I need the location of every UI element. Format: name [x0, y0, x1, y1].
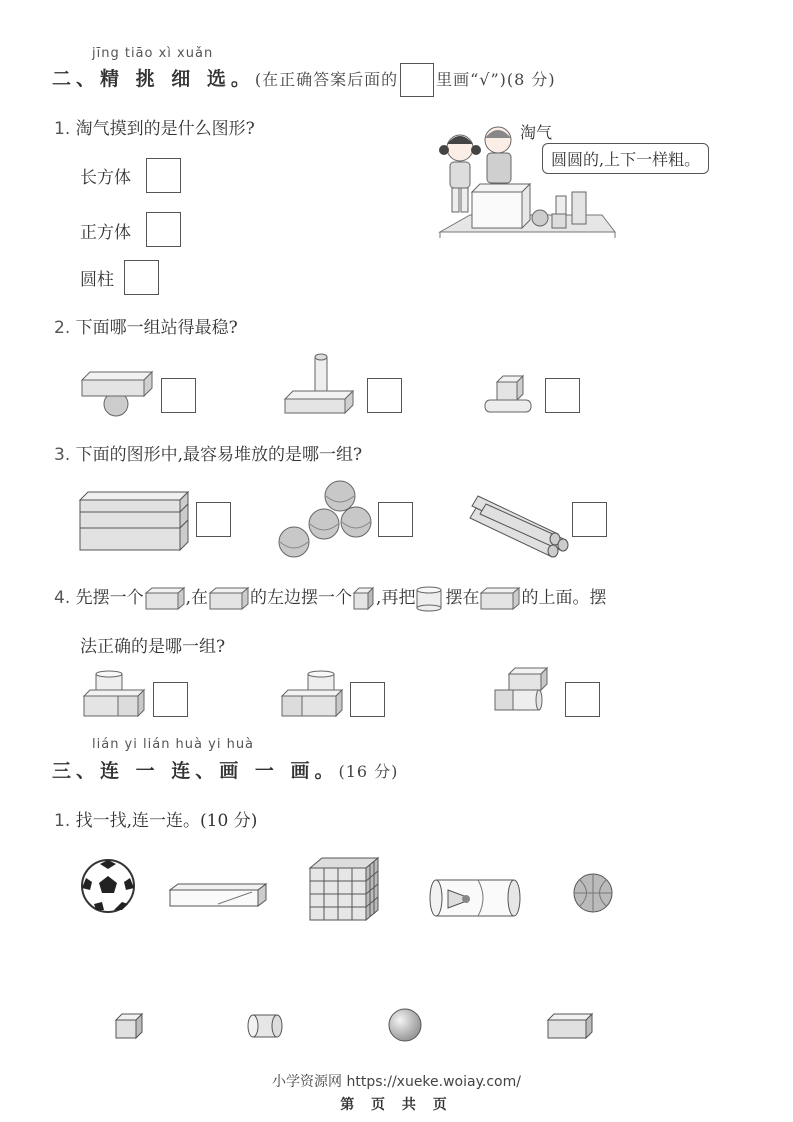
- q1-speech-bubble: 圆圆的,上下一样粗。: [542, 143, 709, 174]
- question-4-number: 4.: [54, 588, 71, 608]
- q1-option-cylinder-box[interactable]: [124, 260, 159, 295]
- inline-cylinder-icon: [415, 586, 445, 612]
- question-2: [54, 313, 238, 338]
- answer-box-example: [400, 63, 434, 97]
- q3-option-a-box[interactable]: [196, 502, 231, 537]
- question-4-text-4: ,再把: [376, 588, 416, 608]
- question-4: [54, 583, 606, 612]
- soccer-ball-picture: [80, 858, 136, 914]
- question-5-number: 1.: [54, 811, 71, 831]
- q1-option-cube-box[interactable]: [146, 212, 181, 247]
- question-5-text: 找一找,连一连。(10 分): [75, 811, 258, 831]
- cube-shape: [114, 1012, 146, 1042]
- q2-option-b-figure: [283, 353, 363, 415]
- sphere-shape: [387, 1007, 425, 1045]
- q4-option-c-box[interactable]: [565, 682, 600, 717]
- question-4-text-2: ,在: [185, 588, 209, 608]
- section3-title-text: 三、连 一 连、画 一 画。: [52, 760, 339, 782]
- basketball-picture: [572, 872, 616, 916]
- question-4-text-3: 的左边摆一个: [250, 588, 353, 608]
- section2-pinyin: jīng tiāo xì xuǎn: [92, 46, 214, 61]
- section2-title-text: 二、精 挑 细 选。: [52, 68, 255, 90]
- footer-site: 小学资源网 https://xueke.woiay.com/: [272, 1074, 521, 1090]
- q2-option-a-figure: [80, 368, 160, 418]
- cuboid-shape: [546, 1012, 598, 1042]
- q2-option-c-box[interactable]: [545, 378, 580, 413]
- question-2-text: 下面哪一组站得最稳?: [75, 318, 238, 338]
- q3-option-c-box[interactable]: [572, 502, 607, 537]
- question-3: [54, 440, 362, 465]
- inline-cuboid-icon-2: [208, 587, 250, 611]
- inline-cuboid-icon-3: [479, 587, 521, 611]
- question-4-text-6: 的上面。摆: [521, 588, 607, 608]
- question-3-text: 下面的图形中,最容易堆放的是哪一组?: [75, 445, 363, 465]
- question-1: [54, 114, 255, 139]
- shuttlecock-tube-picture: [428, 876, 524, 920]
- section3-note: (16 分): [338, 762, 399, 781]
- q1-option-cuboid-label: 长方体: [80, 168, 131, 188]
- q3-option-c-figure: [470, 490, 570, 560]
- inline-cube-icon: [352, 587, 376, 611]
- q4-option-b-figure: [280, 668, 350, 720]
- question-4-line2: 法正确的是哪一组?: [80, 637, 226, 657]
- section3-pinyin: lián yi lián huà yi huà: [92, 737, 255, 752]
- question-3-number: 3.: [54, 445, 71, 465]
- rubiks-cube-picture: [308, 856, 388, 924]
- question-5: [54, 806, 257, 831]
- q4-option-c-figure: [493, 664, 555, 716]
- q4-option-b-box[interactable]: [350, 682, 385, 717]
- question-4-text-1: 先摆一个: [75, 588, 144, 608]
- q1-option-cube-label: 正方体: [80, 223, 131, 243]
- q4-option-a-figure: [82, 668, 152, 720]
- cylinder-shape: [245, 1012, 285, 1042]
- q1-option-cylinder-label: 圆柱: [80, 270, 114, 290]
- q2-option-b-box[interactable]: [367, 378, 402, 413]
- footer-page: 第 页 共 页: [340, 1097, 453, 1113]
- inline-cuboid-icon: [144, 587, 186, 611]
- q1-character-name: 淘气: [520, 123, 553, 142]
- question-4-text-5: 摆在: [445, 588, 480, 608]
- section2-note-post: 里画“√”)(8 分): [436, 70, 556, 89]
- long-cuboid-picture: [168, 882, 270, 910]
- section3-title: [52, 756, 398, 783]
- q3-option-b-figure: [276, 478, 376, 558]
- q1-option-cuboid-box[interactable]: [146, 158, 181, 193]
- question-2-number: 2.: [54, 318, 71, 338]
- question-1-number: 1.: [54, 119, 71, 139]
- q3-option-a-figure: [78, 490, 193, 555]
- q4-option-a-box[interactable]: [153, 682, 188, 717]
- q3-option-b-box[interactable]: [378, 502, 413, 537]
- section2-note-pre: (在正确答案后面的: [254, 70, 399, 89]
- q2-option-c-figure: [483, 372, 543, 418]
- q1-children-illustration: [430, 110, 730, 250]
- section2-title: [52, 63, 556, 97]
- question-1-text: 淘气摸到的是什么图形?: [75, 119, 255, 139]
- q2-option-a-box[interactable]: [161, 378, 196, 413]
